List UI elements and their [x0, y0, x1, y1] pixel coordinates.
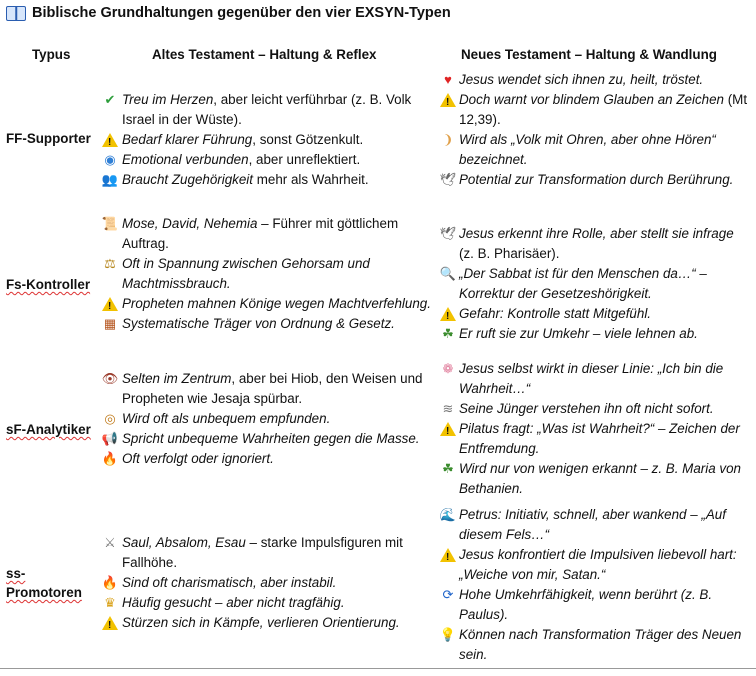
ot-emphasis: Treu im Herzen: [122, 92, 214, 107]
typus-label: ss-Promotoren: [6, 566, 82, 600]
nt-line: [440, 359, 752, 399]
ear-icon: ❩: [442, 132, 454, 147]
group-icon: 👥: [101, 172, 119, 187]
scroll-icon: 📜: [101, 216, 119, 231]
ot-rest: , aber unreflektiert.: [248, 152, 361, 167]
dove-icon: 🕊: [439, 226, 457, 241]
nt-line: [440, 625, 752, 665]
nt-text: Hohe Umkehrfähigkeit, wenn berührt (z. B. Paulus).: [459, 587, 713, 622]
nt-line: [440, 130, 752, 170]
ot-line: [102, 314, 438, 334]
nt-text: Können nach Transformation Träger des Neuen sein.: [459, 627, 742, 662]
compass-icon: ◎: [104, 411, 116, 426]
ot-line: [102, 593, 438, 613]
nt-line: [440, 170, 752, 190]
nt-line: [440, 419, 752, 459]
swords-icon: ⚔: [104, 535, 116, 550]
nt-reference: (z. B. Pharisäer).: [459, 246, 560, 261]
nt-text: „Der Sabbat ist für den Menschen da…“ – Korrektur der Gesetzeshörigkeit.: [459, 266, 707, 301]
ot-rest: mehr als Wahrheit.: [253, 172, 369, 187]
megaphone-icon: 📢: [101, 431, 119, 446]
bricks-icon: ▦: [103, 316, 117, 331]
nt-line: [440, 264, 752, 304]
nt-text: Gefahr: Kontrolle statt Mitgefühl.: [459, 306, 652, 321]
nt-text: Potential zur Transformation durch Berührung.: [459, 172, 734, 187]
fire-icon: 🔥: [101, 575, 119, 590]
ot-rest: , aber leicht verführbar (z. B. Volk Israel in der Wüste).: [122, 92, 412, 127]
ot-line: [102, 573, 438, 593]
bottom-rule: [0, 668, 756, 669]
ot-line: [102, 254, 438, 294]
nt-cell: [440, 505, 752, 665]
ot-cell: [102, 90, 438, 190]
nt-text: Wird als „Volk mit Ohren, aber ohne Hören“ bezeichnet.: [459, 132, 716, 167]
nt-line: [440, 304, 752, 324]
herb-icon: ☘: [442, 461, 454, 476]
nt-text: Pilatus fragt: „Was ist Wahrheit?“ – Zeichen der Entfremdung.: [459, 421, 740, 456]
ot-cell: [102, 369, 438, 469]
typus-cell: [6, 420, 91, 439]
ot-emphasis: Mose, David, Nehemia: [122, 216, 258, 231]
ot-rest: – Führer mit göttlichem Auftrag.: [122, 216, 399, 251]
warning-icon: [440, 306, 456, 322]
fire-icon: 🔥: [101, 451, 119, 466]
ot-emphasis: Häufig gesucht – aber nicht tragfähig.: [122, 595, 345, 610]
ot-emphasis: Emotional verbunden: [122, 152, 249, 167]
nt-line: [440, 399, 752, 419]
ot-cell: [102, 533, 438, 633]
emotion-icon: ◉: [104, 152, 116, 167]
typus-cell: FF-Supporter: [6, 131, 91, 146]
nt-text: Jesus wendet sich ihnen zu, heilt, tröstet.: [459, 72, 704, 87]
nt-text: Er ruft sie zur Umkehr – viele lehnen ab.: [459, 326, 698, 341]
warning-icon: [440, 421, 456, 437]
ot-emphasis: Oft verfolgt oder ignoriert.: [122, 451, 274, 466]
nt-text: Wird nur von wenigen erkannt – z. B. Maria von Bethanien.: [459, 461, 741, 496]
nt-cell: [440, 70, 752, 190]
ot-line: [102, 533, 438, 573]
ot-line: [102, 409, 438, 429]
ot-emphasis: Stürzen sich in Kämpfe, verlieren Orientierung.: [122, 615, 400, 630]
nt-text: Jesus selbst wirkt in dieser Linie: „Ich bin die Wahrheit…“: [459, 361, 724, 396]
nt-text: Petrus: Initiativ, schnell, aber wankend – „Auf diesem Fels…“: [459, 507, 726, 542]
ot-rest: , sonst Götzenkult.: [252, 132, 364, 147]
nt-line: [440, 324, 752, 344]
ot-emphasis: Systematische Träger von Ordnung & Gesetz.: [122, 316, 395, 331]
header-typus: Typus: [32, 47, 71, 62]
magnifier-icon: 🔍: [439, 266, 457, 281]
ot-line: [102, 369, 438, 409]
nt-cell: [440, 224, 752, 344]
nt-text: Seine Jünger verstehen ihn oft nicht sofort.: [459, 401, 714, 416]
nt-text: Jesus konfrontiert die Impulsiven liebevoll hart: „Weiche von mir, Satan.“: [459, 547, 737, 582]
nt-text: Doch warnt vor blindem Glauben an Zeichen: [459, 92, 724, 107]
check-icon: ✔: [104, 92, 116, 107]
wave-icon: 🌊: [439, 507, 457, 522]
scales-icon: ⚖: [104, 256, 116, 271]
ot-line: [102, 170, 438, 190]
open-book-icon: [6, 6, 26, 21]
ot-emphasis: Wird oft als unbequem empfunden.: [122, 411, 331, 426]
warning-icon: [102, 615, 118, 631]
header-nt: Neues Testament – Haltung & Wandlung: [461, 47, 717, 62]
typus-label: Fs-Kontroller: [6, 277, 91, 292]
nt-line: [440, 545, 752, 585]
typus-label: sF-Analytiker: [6, 422, 91, 437]
bulb-icon: 💡: [439, 627, 457, 642]
repeat-icon: ⟳: [442, 587, 454, 602]
ot-line: [102, 613, 438, 633]
ot-line: [102, 130, 438, 150]
nt-line: [440, 70, 752, 90]
ot-emphasis: Oft in Spannung zwischen Gehorsam und Machtmissbrauch.: [122, 256, 370, 291]
typus-cell: [6, 275, 90, 294]
warning-icon: [102, 296, 118, 312]
ot-emphasis: Saul, Absalom, Esau: [122, 535, 246, 550]
nt-text: Jesus erkennt ihre Rolle, aber stellt sie infrage: [459, 226, 734, 241]
ot-emphasis: Spricht unbequeme Wahrheiten gegen die Masse.: [122, 431, 420, 446]
nt-line: [440, 459, 752, 499]
ot-emphasis: Selten im Zentrum: [122, 371, 232, 386]
page-title: [6, 5, 451, 21]
nt-line: [440, 90, 752, 130]
header-ot: Altes Testament – Haltung & Reflex: [152, 47, 377, 62]
ot-line: [102, 150, 438, 170]
ot-line: [102, 90, 438, 130]
ot-emphasis: Sind oft charismatisch, aber instabil.: [122, 575, 337, 590]
ot-cell: [102, 214, 438, 334]
herb-icon: ☘: [442, 326, 454, 341]
nt-reference: (Mt 12,39).: [459, 92, 748, 127]
ot-line: [102, 429, 438, 449]
ot-line: [102, 214, 438, 254]
eye-icon: 👁: [101, 371, 119, 386]
ot-emphasis: Bedarf klarer Führung: [122, 132, 253, 147]
brain-icon: ❁: [442, 361, 454, 376]
crown-icon: ♛: [104, 595, 116, 610]
typus-cell: [6, 564, 96, 602]
ot-emphasis: Propheten mahnen Könige wegen Machtverfehlung.: [122, 296, 431, 311]
ot-rest: – starke Impulsfiguren mit Fallhöhe.: [122, 535, 403, 570]
nt-line: [440, 224, 752, 264]
nt-line: [440, 505, 752, 545]
ot-line: [102, 449, 438, 469]
title-text: Biblische Grundhaltungen gegenüber den vier EXSYN-Typen: [32, 5, 451, 21]
nt-cell: [440, 359, 752, 499]
ot-rest: , aber bei Hiob, den Weisen und Propheten wie Jesaja spürbar.: [122, 371, 423, 406]
nt-line: [440, 585, 752, 625]
dove-icon: 🕊: [439, 172, 457, 187]
warning-icon: [440, 547, 456, 563]
ot-emphasis: Braucht Zugehörigkeit: [122, 172, 254, 187]
warning-icon: [102, 132, 118, 148]
warning-icon: [440, 92, 456, 108]
heart-icon: ♥: [444, 72, 452, 87]
fog-icon: ≋: [442, 401, 454, 416]
ot-line: [102, 294, 438, 314]
